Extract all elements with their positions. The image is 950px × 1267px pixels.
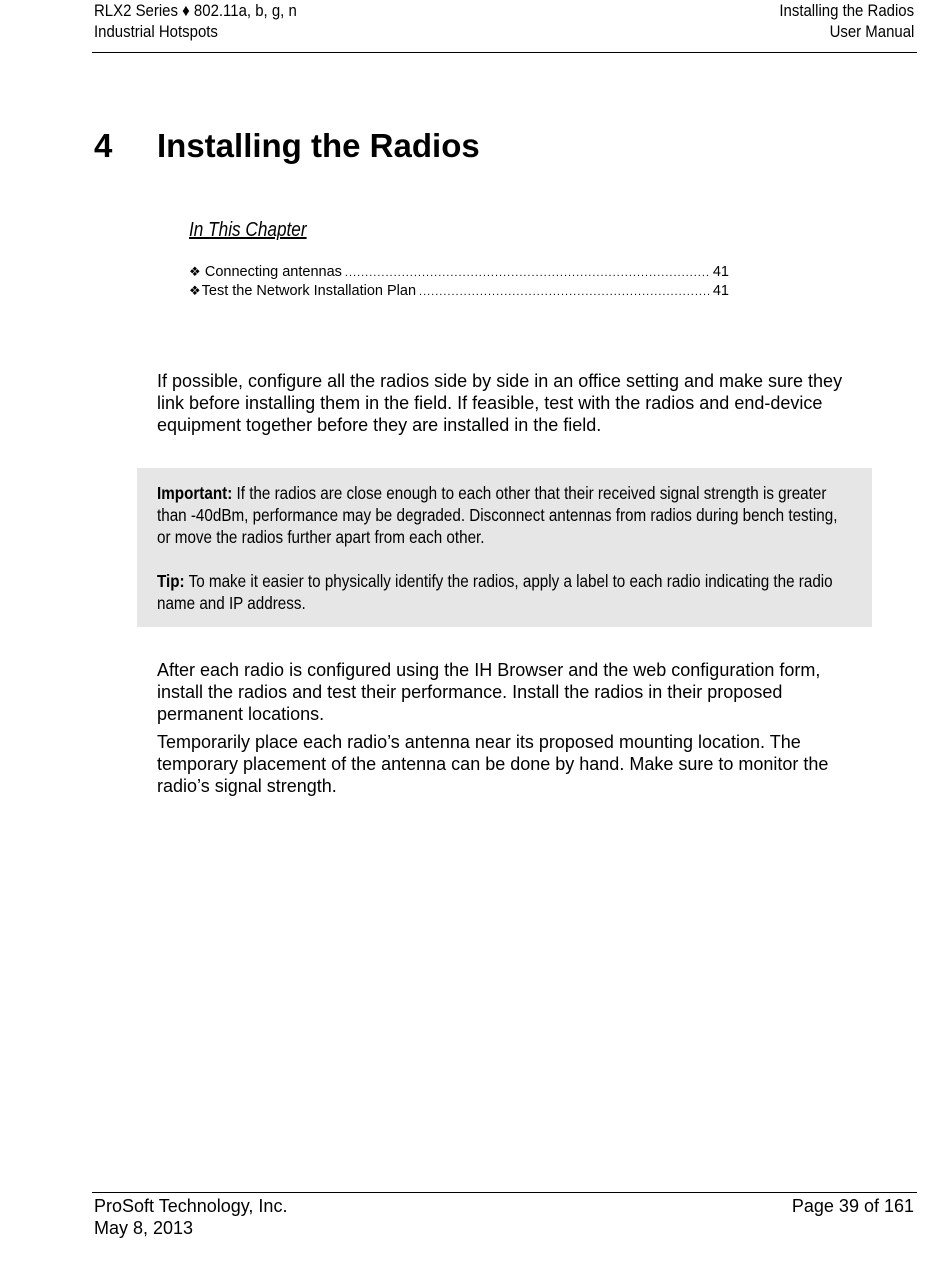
toc-entry-page[interactable]: 41 <box>712 283 729 299</box>
tip-text: To make it easier to physically identify the radios, apply a label to each radio indicating the radio name and IP address. <box>157 571 833 613</box>
footer-date: May 8, 2013 <box>94 1218 194 1238</box>
temporary-placement-paragraph: Temporarily place each radio’s antenna near its proposed mounting location. The temporary placement of the antenna can be done by hand. Make sure to monitor the radio’s signal strength. <box>157 732 829 796</box>
toc-entry-page[interactable]: 41 <box>712 264 729 280</box>
important-note <box>157 482 844 548</box>
in-this-chapter-heading: In This Chapter <box>189 219 307 241</box>
header-chapter-name: Installing the Radios <box>779 1 914 20</box>
tip-label: Tip: <box>157 571 185 591</box>
footer-page-number: Page 39 of 161 <box>791 1196 914 1216</box>
footer-company: ProSoft Technology, Inc. <box>94 1196 288 1216</box>
important-label: Important: <box>157 483 233 503</box>
intro-paragraph: If possible, configure all the radios side by side in an office setting and make sure they link before installing them in the field. If feasible, test with the radios and end-device equipment together before they are installed in the field. <box>157 371 843 435</box>
diamond-bullet-icon: ❖ <box>189 264 201 279</box>
chapter-number: 4 <box>94 127 113 164</box>
header-product-line: RLX2 Series ♦ 802.11a, b, g, n <box>94 1 297 20</box>
chapter-title: Installing the Radios <box>157 127 480 164</box>
toc-entry-label[interactable]: Test the Network Installation Plan <box>201 283 417 299</box>
header-rule <box>92 52 917 53</box>
footer-rule <box>92 1192 917 1193</box>
chapter-toc <box>189 262 729 300</box>
toc-entry-label[interactable]: Connecting antennas <box>204 264 342 280</box>
tip-note <box>157 570 844 614</box>
diamond-bullet-icon: ❖ <box>189 283 201 298</box>
toc-leader-dots <box>419 283 710 302</box>
header-document-type: User Manual <box>829 22 914 41</box>
important-text: If the radios are close enough to each other that their received signal strength is greater than -40dBm, performance may be degraded. Disconnect antennas from radios during bench testing, or move the radios further apart from each other. <box>157 483 838 547</box>
toc-entry[interactable] <box>189 262 729 281</box>
header-product-subtitle: Industrial Hotspots <box>94 22 218 41</box>
toc-leader-dots <box>345 264 710 283</box>
toc-entry[interactable] <box>189 281 729 300</box>
after-configured-paragraph: After each radio is configured using the IH Browser and the web configuration form, install the radios and test their performance. Install the radios in their proposed permanent locations. <box>157 660 821 724</box>
